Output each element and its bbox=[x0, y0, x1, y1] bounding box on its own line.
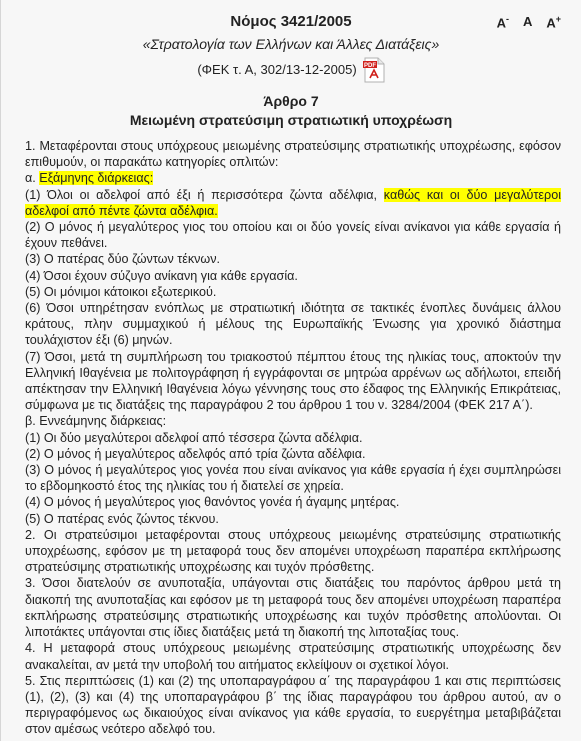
font-normal-button[interactable] bbox=[523, 14, 532, 30]
item-a5: (5) Οι μόνιμοι κάτοικοι εξωτερικού. bbox=[25, 284, 217, 299]
subparagraph-beta: β. Εννεάμηνης διάρκειας: bbox=[25, 414, 167, 429]
font-size-controls bbox=[497, 14, 561, 30]
highlighted-alpha-label: Εξάμηνης διάρκειας: bbox=[39, 171, 154, 186]
font-increase-label: A bbox=[546, 15, 556, 31]
subparagraph-alpha bbox=[25, 170, 561, 186]
item-b2: (2) Ο μόνος ή μεγαλύτερος αδελφός από τρία ζώντα αδέλφια. bbox=[25, 446, 366, 461]
article-body bbox=[25, 138, 561, 738]
paragraph-5: 5. Στις περιπτώσεις (1) και (2) της υποπαραγράφου α΄ της παραγράφου 1 και στις περιπτώσεις (1), (2), (3) και (4) της υποπαραγράφου β΄ της ίδιας παραγράφου του άρθρου αυτού, αν ο περιγραφόμενος ως δικαιούχος είναι ανίκανος για κάθε εργασία, το ευεργέτημα μεταβιβάζεται στον αμέσως νεότερο αδελφό του. bbox=[25, 673, 561, 737]
font-decrease-button[interactable]: A- bbox=[496, 14, 509, 31]
pdf-adobe-icon[interactable] bbox=[363, 57, 385, 83]
item-a4: (4) Όσοι έχουν σύζυγο ανίκανη για κάθε εργασία. bbox=[25, 268, 298, 283]
item-b5: (5) Ο πατέρας ενός ζώντος τέκνου. bbox=[25, 511, 219, 526]
fek-reference: (ΦΕΚ τ. Α, 302/13-12-2005) bbox=[197, 62, 357, 77]
svg-text:PDF: PDF bbox=[363, 63, 376, 69]
paragraph-4: 4. Η μεταφορά στους υπόχρεους μειωμένης στρατεύσιμης στρατιωτικής υποχρέωσης δεν ανακαλείται, αν μετά την υποβολή του αιτήματος εκλείψουν οι σχετικοί λόγοι. bbox=[25, 641, 561, 672]
alpha-prefix: α. bbox=[25, 171, 40, 186]
font-decrease-label: A bbox=[496, 15, 506, 31]
font-increase-button[interactable]: A+ bbox=[546, 14, 561, 31]
item-a1-text: (1) Όλοι οι αδελφοί από έξι ή περισσότερα ζώντα αδέλφια, bbox=[25, 187, 384, 202]
item-a2: (2) Ο μόνος ή μεγαλύτερος γιος του οποίου και οι δύο γονείς είναι ανίκανοι για κάθε εργασία ή έχουν πεθάνει. bbox=[25, 220, 561, 251]
article-title: Μειωμένη στρατεύσιμη στρατιωτική υποχρέωση bbox=[129, 112, 453, 128]
item-b3: (3) Ο μόνος ή μεγαλύτερος γιος γονέα που είναι ανίκανος για κάθε εργασία ή έχει συμπληρώσει το εβδομηκοστό έτος της ηλικίας του ή διατελεί σε χηρεία. bbox=[25, 463, 561, 494]
paragraph-2: 2. Οι στρατεύσιμοι μεταφέρονται στους υπόχρεους μειωμένης στρατεύσιμης στρατιωτικής υποχρέωσης, εφόσον με τη μεταφορά τους δεν απομένει υποχρέωση παραπέρα εκπλήρωσης στρατεύσιμης στρατιωτικής υποχρέωσης και τυχόν πρόσθετης. bbox=[25, 527, 561, 575]
item-a7: (7) Όσοι, μετά τη συμπλήρωση του τριακοστού πέμπτου έτους της ηλικίας τους, αποκτούν την Ελληνική Ιθαγένεια με πολιτογράφηση ή εγγράφονται σε μητρώα αρρένων ως αδήλωτοι, επειδή απέκτησαν την Ελληνική Ιθαγένεια λόγω γέννησης τους στο έδαφος της Ελληνικής Επικράτειας, σύμφωνα με τις διατάξεις της παραγράφου 2 του άρθρου 1 του ν. 3284/2004 (ΦΕΚ 217 Α΄). bbox=[25, 349, 561, 413]
item-a3: (3) Ο πατέρας δύο ζώντων τέκνων. bbox=[25, 252, 221, 267]
item-a6: (6) Όσοι υπηρέτησαν ενόπλως με στρατιωτική ιδιότητα σε τακτικές ένοπλες δυνάμεις άλλου κράτους, πλην συμμαχικού ή μέλους της Ευρωπαϊκής Ένωσης για χρονικό διάστημα τουλάχιστον έξι (6) μηνών. bbox=[25, 301, 561, 348]
article-number: Άρθρο 7 bbox=[263, 93, 319, 109]
item-b1: (1) Οι δύο μεγαλύτεροι αδελφοί από τέσσερα ζώντα αδέλφια. bbox=[25, 430, 363, 445]
paragraph-1: 1. Μεταφέρονται στους υπόχρεους μειωμένης στρατεύσιμης στρατιωτικής υποχρέωσης, εφόσον επιθυμούν, οι παρακάτω κατηγορίες οπλιτών: bbox=[25, 139, 561, 170]
item-a1 bbox=[25, 187, 561, 219]
law-title: Νόμος 3421/2005 bbox=[230, 13, 352, 30]
paragraph-3: 3. Όσοι διατελούν σε ανυποταξία, υπάγονται στις διατάξεις του παρόντος άρθρου μετά τη διακοπή της ανυποταξίας και εφόσον με τη μεταφορά τους δεν απομένει υποχρέωση παραπέρα εκπλήρωσης στρατεύσιμης στρατιωτικής υποχρέωσης και τυχόν πρόσθετης απολύονται. Οι λιποτάκτες υπάγονται στις ίδιες διατάξεις μετά τη διακοπή της λιποταξίας τους. bbox=[25, 576, 561, 640]
highlighted-a1-text: καθώς και οι δύο μεγαλύτεροι αδελφοί από πέντε ζώντα αδέλφια. bbox=[25, 187, 562, 218]
font-normal-label: A bbox=[522, 14, 533, 29]
item-b4: (4) Ο μόνος ή μεγαλύτερος γιος θανόντος γονέα ή άγαμης μητέρας. bbox=[25, 495, 400, 510]
law-header bbox=[1, 0, 581, 82]
law-subtitle: «Στρατολογία των Ελλήνων και Άλλες Διατάξεις» bbox=[142, 36, 440, 52]
fek-line bbox=[1, 58, 581, 82]
